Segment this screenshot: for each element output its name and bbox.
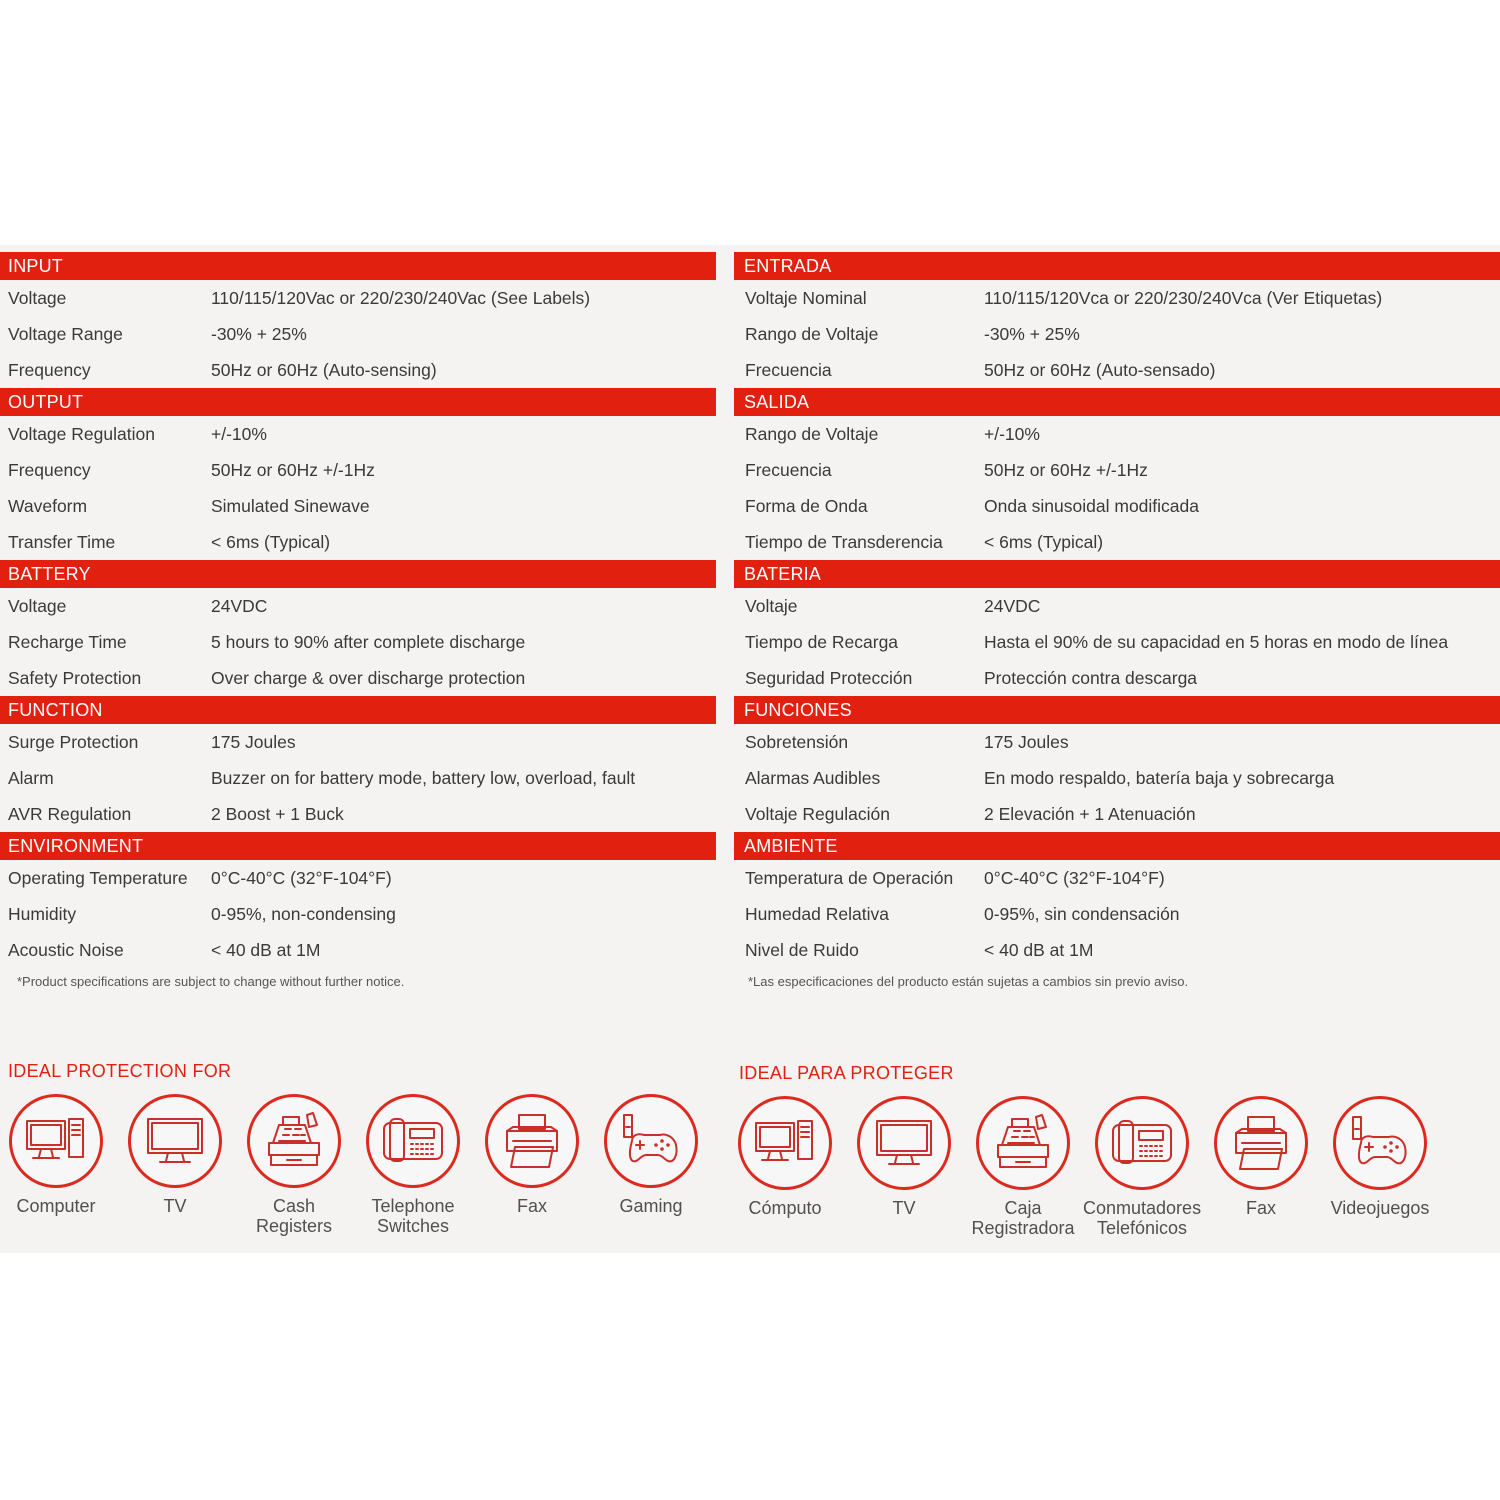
spec-row	[734, 860, 1500, 896]
spec-row	[0, 860, 716, 896]
spec-label: Alarmas Audibles	[745, 768, 881, 788]
tv-icon	[128, 1094, 222, 1188]
ideal-item-label: Gaming	[619, 1196, 683, 1216]
spec-label: Tiempo de Recarga	[745, 632, 899, 652]
spec-value: < 40 dB at 1M	[984, 940, 1094, 960]
spec-value: 50Hz or 60Hz (Auto-sensing)	[211, 360, 437, 380]
spec-row	[0, 352, 716, 388]
spec-value: < 6ms (Typical)	[984, 532, 1104, 552]
spec-row	[734, 796, 1500, 832]
spec-row	[0, 524, 716, 560]
spec-value: +/-10%	[984, 424, 1040, 444]
ideal-item-label: Computer	[16, 1196, 96, 1216]
ideal-item-label: Fax	[516, 1196, 547, 1216]
spec-row	[734, 352, 1500, 388]
spec-row	[0, 416, 716, 452]
spec-value: Simulated Sinewave	[211, 496, 370, 516]
spec-row	[734, 724, 1500, 760]
spec-label: Seguridad Protección	[745, 668, 913, 688]
ideal-item-computer	[0, 1094, 115, 1216]
spec-value: Onda sinusoidal modificada	[984, 496, 1199, 516]
ideal-item-conmutadores-telefonicos	[1083, 1096, 1201, 1238]
ideal-protection-title: IDEAL PROTECTION FOR	[8, 1061, 232, 1081]
spec-label: Voltaje	[745, 596, 798, 616]
spec-label: Voltage	[8, 288, 67, 308]
ideal-protection-title-es: IDEAL PARA PROTEGER	[739, 1063, 954, 1083]
spec-label: Frecuencia	[745, 460, 832, 480]
spec-row	[734, 316, 1500, 352]
spec-value: Hasta el 90% de su capacidad en 5 horas en modo de línea	[984, 632, 1449, 652]
spec-label: Operating Temperature	[8, 868, 188, 888]
spec-value: 50Hz or 60Hz +/-1Hz	[984, 460, 1148, 480]
spec-label: Sobretensión	[745, 732, 849, 752]
spec-row	[0, 624, 716, 660]
spec-value: 50Hz or 60Hz +/-1Hz	[211, 460, 375, 480]
section-header-input: INPUT	[0, 252, 716, 280]
ideal-item-telephone-switches	[354, 1094, 472, 1236]
computer-icon	[738, 1096, 832, 1190]
section-header-salida: SALIDA	[734, 388, 1500, 416]
spec-value: 0-95%, sin condensación	[984, 904, 1180, 924]
spec-column-spanish	[734, 252, 1500, 992]
disclaimer-note: *Las especificaciones del producto están sujetas a cambios sin previo aviso.	[748, 974, 1189, 989]
ideal-item-label: Caja Registradora	[971, 1198, 1075, 1238]
spec-row	[0, 660, 716, 696]
spec-label: AVR Regulation	[8, 804, 132, 824]
spec-label: Voltage	[8, 596, 67, 616]
ideal-item-tv	[116, 1094, 234, 1216]
spec-label: Rango de Voltaje	[745, 324, 879, 344]
spec-label: Temperatura de Operación	[745, 868, 954, 888]
spec-row	[0, 796, 716, 832]
ideal-item-label: TV	[892, 1198, 916, 1218]
ideal-item-label: Conmutadores Telefónicos	[1083, 1198, 1202, 1238]
spec-row	[734, 896, 1500, 932]
section-header-bateria: BATERIA	[734, 560, 1500, 588]
spec-row	[0, 488, 716, 524]
section-header-entrada: ENTRADA	[734, 252, 1500, 280]
spec-row	[0, 280, 716, 316]
spec-value: 175 Joules	[211, 732, 296, 752]
spec-label: Frecuencia	[745, 360, 832, 380]
spec-label: Nivel de Ruido	[745, 940, 859, 960]
spec-value: En modo respaldo, batería baja y sobrecarga	[984, 768, 1335, 788]
spec-label: Voltage Regulation	[8, 424, 155, 444]
spec-label: Forma de Onda	[745, 496, 868, 516]
spec-row	[0, 452, 716, 488]
fax-icon	[1214, 1096, 1308, 1190]
spec-value: 50Hz or 60Hz (Auto-sensado)	[984, 360, 1216, 380]
spec-value: 24VDC	[211, 596, 268, 616]
ideal-item-tv	[845, 1096, 963, 1218]
spec-row	[734, 452, 1500, 488]
spec-row	[734, 280, 1500, 316]
ideal-item-label: TV	[163, 1196, 187, 1216]
spec-label: Humidity	[8, 904, 77, 924]
spec-row	[0, 932, 716, 968]
ideal-item-videojuegos	[1321, 1096, 1439, 1218]
cash-register-icon	[976, 1096, 1070, 1190]
telephone-icon	[1095, 1096, 1189, 1190]
ideal-item-label: Videojuegos	[1330, 1198, 1430, 1218]
spec-value: 0°C-40°C (32°F-104°F)	[984, 868, 1165, 888]
spec-row	[0, 896, 716, 932]
ideal-item-fax	[1202, 1096, 1320, 1218]
spec-label: Alarm	[8, 768, 54, 788]
telephone-icon	[366, 1094, 460, 1188]
ideal-item-label: Telephone Switches	[371, 1196, 455, 1236]
fax-icon	[485, 1094, 579, 1188]
spec-label: Voltaje Regulación	[745, 804, 890, 824]
disclaimer-note: *Product specifications are subject to change without further notice.	[17, 974, 405, 989]
section-header-output: OUTPUT	[0, 388, 716, 416]
spec-label: Acoustic Noise	[8, 940, 124, 960]
spec-label: Frequency	[8, 360, 91, 380]
ideal-item-label: Fax	[1245, 1198, 1276, 1218]
spec-row	[734, 524, 1500, 560]
spec-value: 0-95%, non-condensing	[211, 904, 396, 924]
spec-value: 0°C-40°C (32°F-104°F)	[211, 868, 392, 888]
cash-register-icon	[247, 1094, 341, 1188]
spec-label: Recharge Time	[8, 632, 127, 652]
spec-label: Frequency	[8, 460, 91, 480]
spec-value: -30% + 25%	[984, 324, 1080, 344]
spec-label: Safety Protection	[8, 668, 142, 688]
spec-label: Tiempo de Transderencia	[745, 532, 943, 552]
spec-row	[734, 488, 1500, 524]
spec-row	[734, 624, 1500, 660]
spec-row	[0, 316, 716, 352]
spec-label: Voltage Range	[8, 324, 123, 344]
gamepad-icon	[604, 1094, 698, 1188]
section-header-environment: ENVIRONMENT	[0, 832, 716, 860]
ideal-item-label: Cash Registers	[255, 1196, 333, 1236]
ideal-item-caja-registradora	[964, 1096, 1082, 1238]
spec-value: 110/115/120Vca or 220/230/240Vca (Ver Etiquetas)	[984, 288, 1383, 308]
spec-value: 2 Boost + 1 Buck	[211, 804, 344, 824]
spec-value: Protección contra descarga	[984, 668, 1198, 688]
spec-label: Voltaje Nominal	[745, 288, 867, 308]
computer-icon	[9, 1094, 103, 1188]
spec-value: 175 Joules	[984, 732, 1069, 752]
spec-value: -30% + 25%	[211, 324, 307, 344]
spec-row	[0, 588, 716, 624]
spec-value: < 6ms (Typical)	[211, 532, 331, 552]
spec-row	[0, 760, 716, 796]
tv-icon	[857, 1096, 951, 1190]
spec-column-english	[0, 252, 716, 992]
ideal-item-cash-registers	[235, 1094, 353, 1236]
spec-value: 2 Elevación + 1 Atenuación	[984, 804, 1196, 824]
spec-label: Rango de Voltaje	[745, 424, 879, 444]
section-header-function: FUNCTION	[0, 696, 716, 724]
spec-label: Waveform	[8, 496, 88, 516]
ideal-item-gaming	[592, 1094, 710, 1216]
spec-row	[0, 724, 716, 760]
ideal-item-computo	[726, 1096, 844, 1218]
spec-value: Over charge & over discharge protection	[211, 668, 526, 688]
spec-row	[734, 588, 1500, 624]
section-header-funciones: FUNCIONES	[734, 696, 1500, 724]
spec-value: Buzzer on for battery mode, battery low, overload, fault	[211, 768, 636, 788]
ideal-item-fax	[473, 1094, 591, 1216]
ideal-item-label: Cómputo	[748, 1198, 822, 1218]
spec-value: < 40 dB at 1M	[211, 940, 321, 960]
spec-label: Humedad Relativa	[745, 904, 889, 924]
spec-value: +/-10%	[211, 424, 267, 444]
gamepad-icon	[1333, 1096, 1427, 1190]
spec-label: Transfer Time	[8, 532, 116, 552]
spec-row	[734, 760, 1500, 796]
spec-label: Surge Protection	[8, 732, 139, 752]
spec-row	[734, 932, 1500, 968]
spec-row	[734, 660, 1500, 696]
spec-value: 5 hours to 90% after complete discharge	[211, 632, 526, 652]
spec-value: 24VDC	[984, 596, 1041, 616]
section-header-ambiente: AMBIENTE	[734, 832, 1500, 860]
spec-row	[734, 416, 1500, 452]
section-header-battery: BATTERY	[0, 560, 716, 588]
spec-value: 110/115/120Vac or 220/230/240Vac (See Labels)	[211, 288, 591, 308]
